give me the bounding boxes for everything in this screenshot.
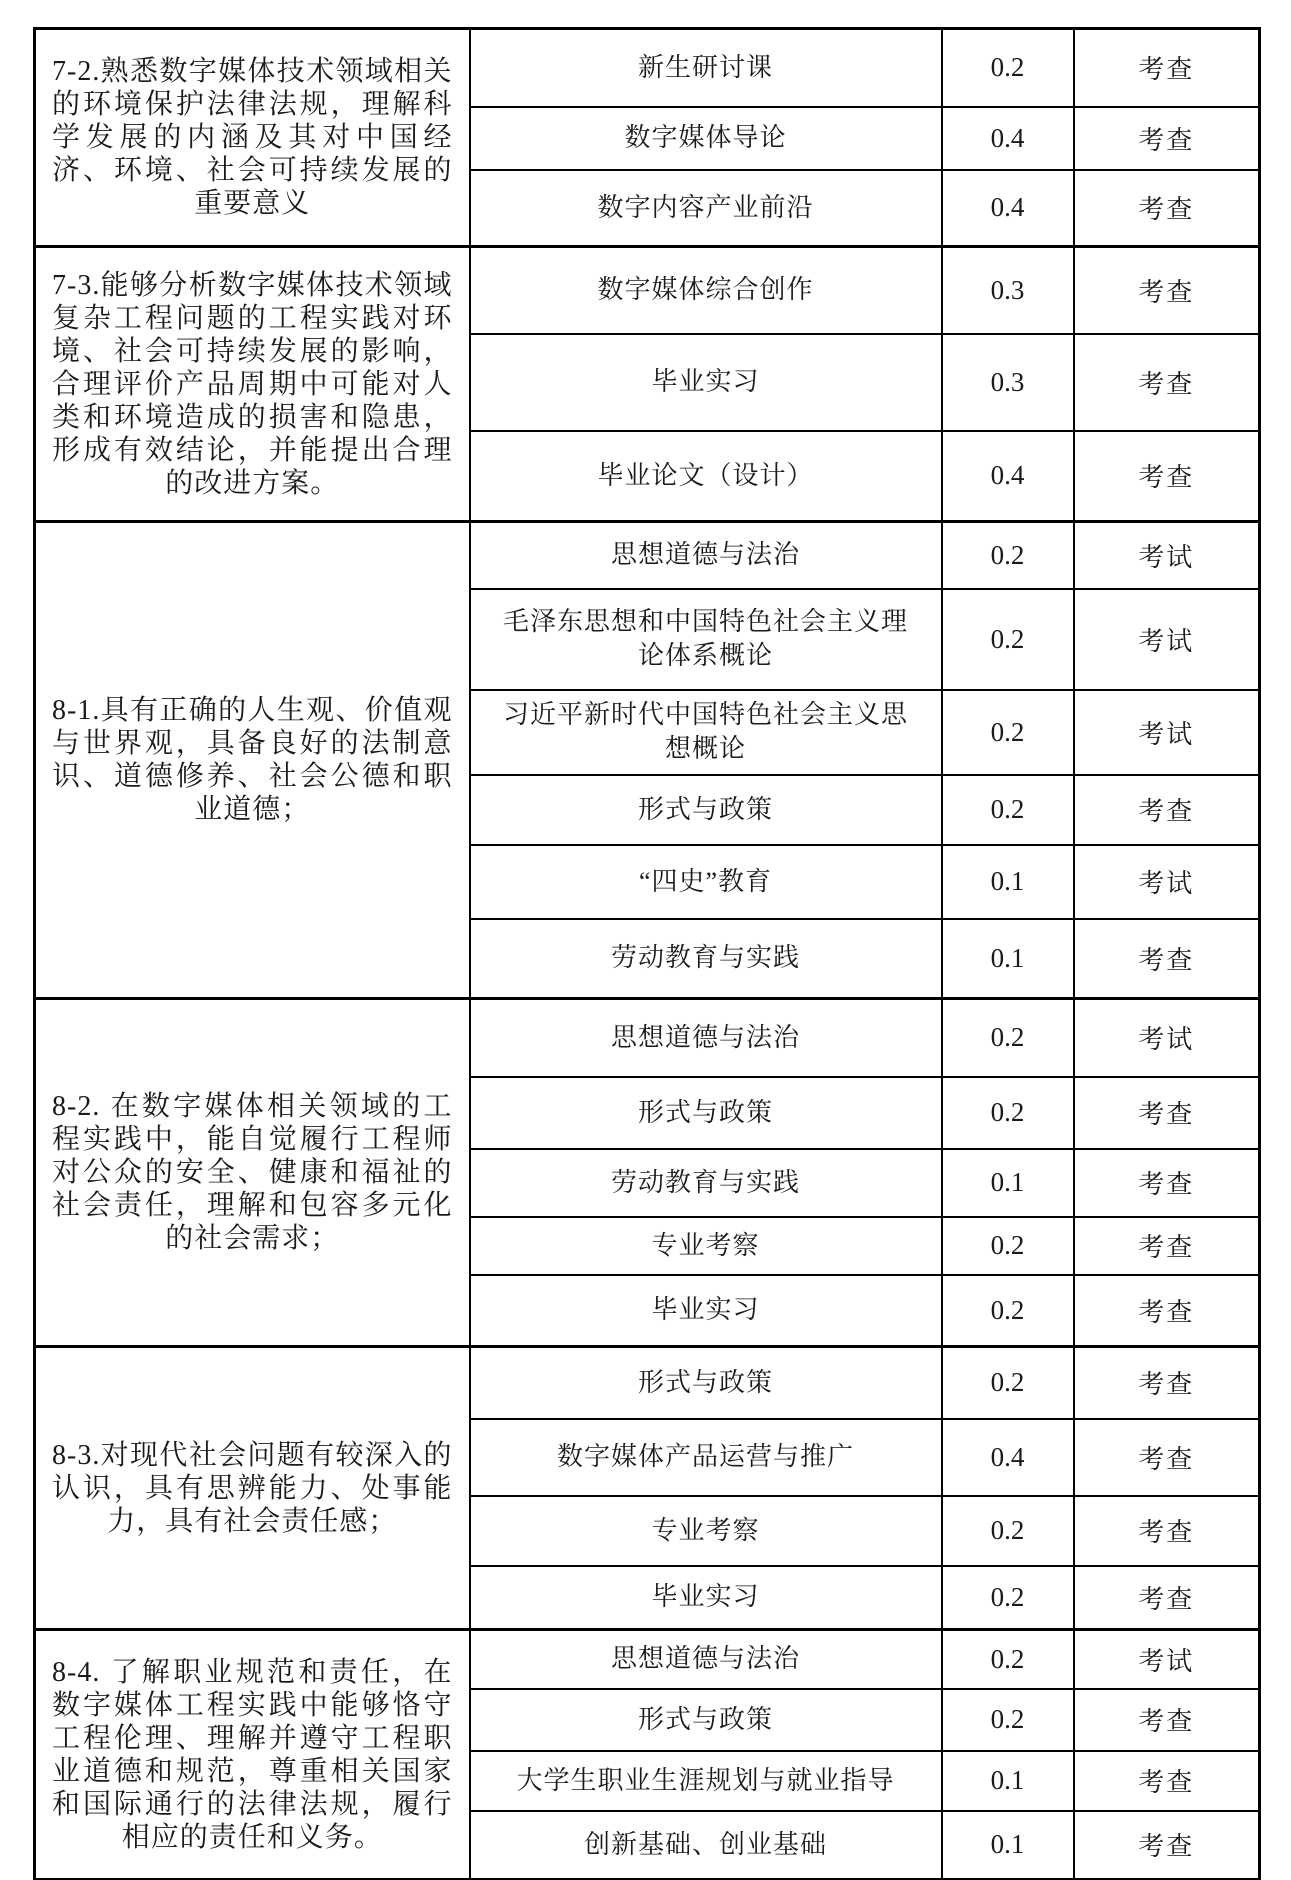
course-cell: 毛泽东思想和中国特色社会主义理论体系概论 <box>470 589 942 690</box>
weight-cell: 0.2 <box>942 29 1074 107</box>
outcome-cell-8-4: 8-4. 了解职业规范和责任，在数字媒体工程实践中能够恪守工程伦理、理解并遵守工程职业道德和规范，尊重相关国家和国际通行的法律法规，履行相应的责任和义务。 <box>35 1630 470 1880</box>
assessment-cell: 考查 <box>1074 1496 1260 1566</box>
weight-cell: 0.2 <box>942 775 1074 845</box>
outcome-cell-7-3: 7-3.能够分析数字媒体技术领域复杂工程问题的工程实践对环境、社会可持续发展的影响，合理评价产品周期中可能对人类和环境造成的损害和隐患，形成有效结论，并能提出合理的改进方案。 <box>35 247 470 522</box>
section-8-3 <box>35 1347 1260 1630</box>
course-cell: 专业考察 <box>470 1217 942 1275</box>
course-cell: 形式与政策 <box>470 1077 942 1149</box>
course-cell: 大学生职业生涯规划与就业指导 <box>470 1751 942 1811</box>
weight-cell: 0.4 <box>942 107 1074 170</box>
section-8-2 <box>35 999 1260 1347</box>
course-cell: 创新基础、创业基础 <box>470 1811 942 1880</box>
assessment-cell: 考试 <box>1074 845 1260 919</box>
assessment-cell: 考查 <box>1074 1347 1260 1419</box>
weight-cell: 0.2 <box>942 690 1074 775</box>
assessment-cell: 考查 <box>1074 170 1260 247</box>
assessment-cell: 考查 <box>1074 29 1260 107</box>
course-cell: 专业考察 <box>470 1496 942 1566</box>
assessment-cell: 考查 <box>1074 1217 1260 1275</box>
weight-cell: 0.2 <box>942 1077 1074 1149</box>
assessment-cell: 考试 <box>1074 999 1260 1077</box>
course-cell: 形式与政策 <box>470 1347 942 1419</box>
course-cell: 毕业论文（设计） <box>470 431 942 522</box>
assessment-cell: 考查 <box>1074 247 1260 334</box>
outcome-course-matrix-table <box>33 27 1261 1880</box>
assessment-cell: 考查 <box>1074 1077 1260 1149</box>
weight-cell: 0.2 <box>942 1347 1074 1419</box>
course-cell: 新生研讨课 <box>470 29 942 107</box>
weight-cell: 0.1 <box>942 1811 1074 1880</box>
course-cell: 毕业实习 <box>470 1566 942 1630</box>
course-cell: 数字媒体产品运营与推广 <box>470 1419 942 1496</box>
course-cell: 数字内容产业前沿 <box>470 170 942 247</box>
weight-cell: 0.4 <box>942 1419 1074 1496</box>
assessment-cell: 考查 <box>1074 107 1260 170</box>
outcome-cell-7-2: 7-2.熟悉数字媒体技术领域相关的环境保护法律法规，理解科学发展的内涵及其对中国经济、环境、社会可持续发展的重要意义 <box>35 29 470 247</box>
weight-cell: 0.1 <box>942 919 1074 999</box>
assessment-cell: 考试 <box>1074 589 1260 690</box>
outcome-cell-8-1: 8-1.具有正确的人生观、价值观与世界观，具备良好的法制意识、道德修养、社会公德和职业道德； <box>35 522 470 999</box>
course-cell: 思想道德与法治 <box>470 999 942 1077</box>
outcome-cell-8-3: 8-3.对现代社会问题有较深入的认识，具有思辨能力、处事能力，具有社会责任感； <box>35 1347 470 1630</box>
weight-cell: 0.2 <box>942 1689 1074 1751</box>
course-cell: 思想道德与法治 <box>470 522 942 589</box>
weight-cell: 0.1 <box>942 1149 1074 1217</box>
weight-cell: 0.4 <box>942 431 1074 522</box>
assessment-cell: 考查 <box>1074 1566 1260 1630</box>
course-cell: 劳动教育与实践 <box>470 919 942 999</box>
section-7-2 <box>35 29 1260 247</box>
assessment-cell: 考查 <box>1074 1811 1260 1880</box>
assessment-cell: 考查 <box>1074 919 1260 999</box>
assessment-cell: 考查 <box>1074 1275 1260 1347</box>
course-cell: 习近平新时代中国特色社会主义思想概论 <box>470 690 942 775</box>
weight-cell: 0.2 <box>942 999 1074 1077</box>
course-cell: 毕业实习 <box>470 334 942 431</box>
assessment-cell: 考查 <box>1074 431 1260 522</box>
weight-cell: 0.2 <box>942 1275 1074 1347</box>
assessment-cell: 考查 <box>1074 1419 1260 1496</box>
section-8-1 <box>35 522 1260 999</box>
section-8-4 <box>35 1630 1260 1880</box>
weight-cell: 0.2 <box>942 522 1074 589</box>
weight-cell: 0.2 <box>942 1566 1074 1630</box>
assessment-cell: 考查 <box>1074 334 1260 431</box>
outcome-cell-8-2: 8-2. 在数字媒体相关领域的工程实践中，能自觉履行工程师对公众的安全、健康和福祉的社会责任，理解和包容多元化的社会需求； <box>35 999 470 1347</box>
course-cell: 毕业实习 <box>470 1275 942 1347</box>
course-cell: 数字媒体导论 <box>470 107 942 170</box>
course-cell: 形式与政策 <box>470 1689 942 1751</box>
weight-cell: 0.3 <box>942 247 1074 334</box>
assessment-cell: 考查 <box>1074 1751 1260 1811</box>
assessment-cell: 考查 <box>1074 1689 1260 1751</box>
weight-cell: 0.2 <box>942 589 1074 690</box>
weight-cell: 0.2 <box>942 1217 1074 1275</box>
course-cell: 数字媒体综合创作 <box>470 247 942 334</box>
weight-cell: 0.4 <box>942 170 1074 247</box>
course-cell: “四史”教育 <box>470 845 942 919</box>
course-cell: 形式与政策 <box>470 775 942 845</box>
assessment-cell: 考试 <box>1074 690 1260 775</box>
section-7-3 <box>35 247 1260 522</box>
course-cell: 劳动教育与实践 <box>470 1149 942 1217</box>
course-cell: 思想道德与法治 <box>470 1630 942 1689</box>
weight-cell: 0.2 <box>942 1630 1074 1689</box>
weight-cell: 0.3 <box>942 334 1074 431</box>
weight-cell: 0.2 <box>942 1496 1074 1566</box>
weight-cell: 0.1 <box>942 845 1074 919</box>
weight-cell: 0.1 <box>942 1751 1074 1811</box>
assessment-cell: 考查 <box>1074 1149 1260 1217</box>
assessment-cell: 考试 <box>1074 522 1260 589</box>
assessment-cell: 考查 <box>1074 775 1260 845</box>
assessment-cell: 考试 <box>1074 1630 1260 1689</box>
